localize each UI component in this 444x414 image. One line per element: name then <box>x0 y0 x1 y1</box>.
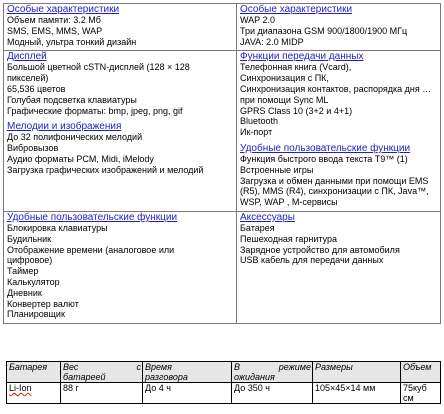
spec-line: Загрузка и обмен данными при помощи EMS <box>240 175 429 186</box>
spec-line: Дневник <box>7 287 42 298</box>
spec-line: Голубая подсветка клавиатуры <box>7 94 137 105</box>
battery-specs-table <box>6 361 441 404</box>
spec-line: WAP 2.0 <box>240 15 276 25</box>
header-standby: В режиме ожидания <box>232 362 313 383</box>
spec-line: Функция быстрого ввода текста T9™ (1) <box>240 153 408 164</box>
table-row <box>7 383 441 404</box>
spec-line: До 32 полифонических мелодий <box>7 132 143 143</box>
spec-line: пикселей) <box>7 73 49 84</box>
section-title: Мелодии и изображения <box>7 121 122 133</box>
section-title: Аксессуары <box>240 211 295 223</box>
section-title: Особые характеристики <box>7 4 120 15</box>
spec-line: Вибровызов <box>7 143 59 154</box>
spec-line: Модный, ультра тонкий дизайн <box>7 36 137 47</box>
accessories-cell <box>237 211 441 323</box>
spec-line: Встроенные игры <box>240 164 314 175</box>
spec-line: Будильник <box>7 233 52 244</box>
spec-row-2 <box>4 51 441 212</box>
cell-standby: До 350 ч <box>232 383 313 404</box>
spec-row-3 <box>4 211 441 323</box>
header-volume: Объем <box>401 362 441 383</box>
spec-line: Конвертер валют <box>7 298 79 309</box>
spec-line: GPRS Class 10 (3+2 и 4+1) <box>240 105 353 116</box>
header-size: Размеры <box>313 362 401 383</box>
section-title: Удобные пользовательские функции <box>240 142 411 154</box>
spec-line: WSP, WAP , М-сервисы <box>240 197 338 208</box>
spec-line: Большой цветной cSTN-дисплей (128 × 128 <box>7 62 190 73</box>
spec-line: Телефонная книга (Vcard), <box>240 62 352 73</box>
spec-line: Bluetooth <box>240 116 279 127</box>
spec-line: SMS, EMS, MMS, WAP <box>7 25 103 36</box>
spec-line: Таймер <box>7 266 39 277</box>
spec-line: (R5), MMS (R4), синхронизации с ПК, Java™, <box>240 186 429 197</box>
spec-line: Аудио форматы PCM, Midi, iMelody <box>7 153 154 164</box>
spec-line: при помощи Sync ML <box>240 94 329 105</box>
cell-weight: 88 г <box>61 383 143 404</box>
section-title: Особые характеристики <box>240 4 353 15</box>
spec-line: USB кабель для передачи данных <box>240 255 384 266</box>
section-title: Дисплей <box>7 51 47 63</box>
special-features-left-cell <box>4 4 237 51</box>
spec-line: 65,536 цветов <box>7 83 66 94</box>
header-weight: Вес с батареей <box>61 362 143 383</box>
spec-line: цифровое) <box>7 255 53 266</box>
spec-line: Графические форматы: bmp, jpeg, png, gif <box>7 105 183 116</box>
spec-line: Зарядное устройство для автомобиля <box>240 244 400 255</box>
user-functions-cell <box>4 211 237 323</box>
cell-size: 105×45×14 мм <box>313 383 401 404</box>
spec-line: Планировщик <box>7 309 65 320</box>
spec-line: Калькулятор <box>7 276 60 287</box>
spec-line: JAVA: 2.0 MIDP <box>240 36 304 47</box>
header-talk-time: Время разговора <box>143 362 232 383</box>
cell-volume: 75куб см <box>401 383 441 404</box>
display-media-cell <box>4 51 237 212</box>
spec-line: Пешеходная гарнитура <box>240 233 338 244</box>
cell-battery: Li-Ion <box>7 383 61 404</box>
data-transfer-cell <box>237 51 441 212</box>
spec-line: Синхронизация с ПК, <box>240 73 329 84</box>
spec-table <box>3 3 441 324</box>
special-features-right-cell <box>237 4 441 51</box>
spec-line: Загрузка графических изображений и мелодий <box>7 164 204 175</box>
section-title: Функции передачи данных <box>240 51 364 63</box>
spec-line: Синхронизация контактов, распорядка дня … <box>240 83 432 94</box>
spec-line: Блокировка клавиатуры <box>7 222 108 233</box>
spec-line: Три диапазона GSM 900/1800/1900 МГц <box>240 25 408 36</box>
section-title: Удобные пользовательские функции <box>7 211 178 223</box>
spec-line: Батарея <box>240 222 275 233</box>
spec-line: Объем памяти: 3.2 Мб <box>7 15 101 25</box>
cell-talk-time: До 4 ч <box>143 383 232 404</box>
header-battery: Батарея <box>7 362 61 383</box>
spec-line: Отображение времени (аналоговое или <box>7 244 175 255</box>
spec-line: Ик-порт <box>240 127 273 138</box>
spec-row-1 <box>4 4 441 51</box>
table-header-row <box>7 362 441 383</box>
